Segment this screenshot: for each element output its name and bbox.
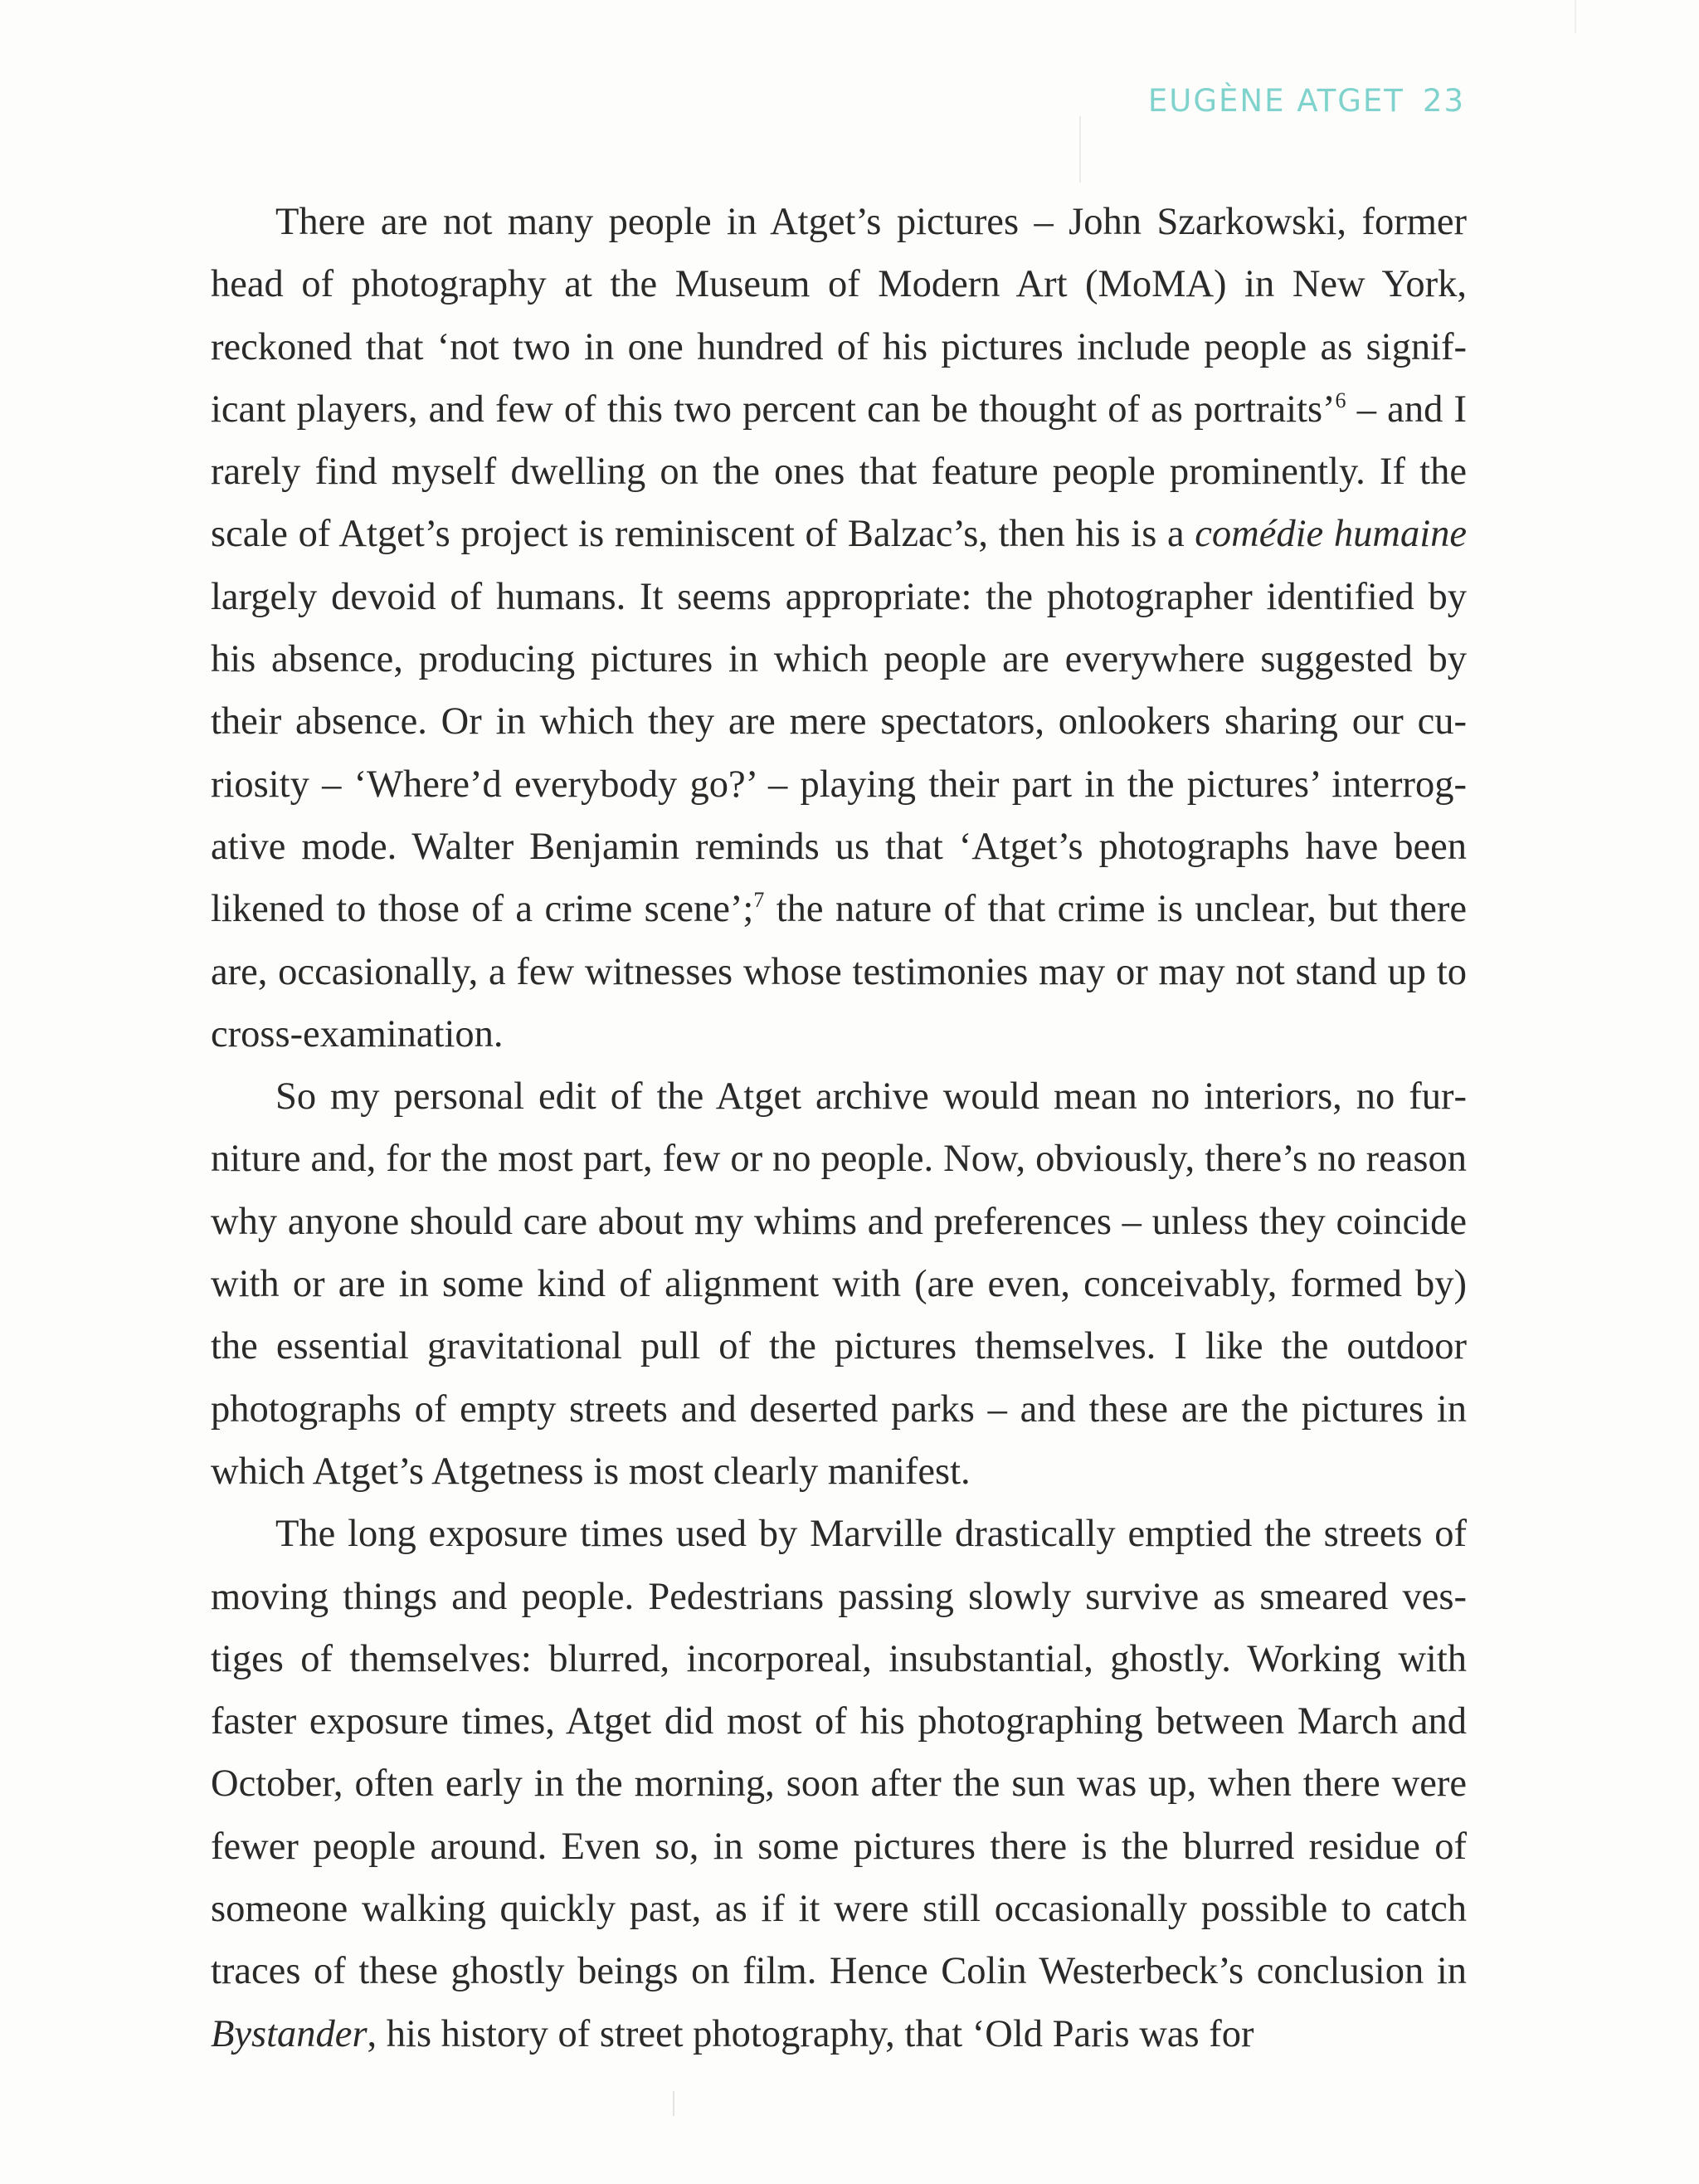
- paragraph: [211, 191, 1467, 1065]
- scan-mark: [1575, 0, 1576, 33]
- text-run: the nature of that crime is unclear, but there are, occasionally, a few witnesses whose testimonies may or may not stand up to cross-examination.: [211, 888, 1467, 1055]
- scan-mark: [1079, 116, 1081, 183]
- text-run: There are not many people in Atget’s pictures – John Szarkowski, former head of photography at the Museum of Modern Art (MoMA) in New York, reckoned that ‘not two in one hundred of his pictures include people as significant players, and few of this two percent can be thought of as portraits’: [211, 201, 1467, 431]
- text-run: The long exposure times used by Marville drastically emptied the streets of moving things and people. Pedestrians passing slowly survive as smeared vestiges of themselves: blurred, incorporeal, insubstantial, ghostly. Working with faster exposure times, Atget did most of his photographing between March and October, often early in the morning, soon after the sun was up, when there were fewer people around. Even so, in some pictures there is the blurred residue of someone walking quickly past, as if it were still occasionally possible to catch traces of these ghostly beings on film. Hence Colin Westerbeck’s conclusion in: [211, 1513, 1467, 1993]
- running-head-title: EUGÈNE ATGET: [1147, 83, 1404, 119]
- footnote-ref: 6: [1335, 388, 1346, 412]
- page-number: 23: [1422, 83, 1465, 119]
- body-text: [211, 191, 1467, 2065]
- footnote-ref: 7: [753, 888, 765, 913]
- text-run: , his history of street photography, that ‘Old Paris was for: [367, 2012, 1254, 2055]
- italic-title: Bystander: [211, 2012, 368, 2055]
- paragraph: [211, 1065, 1467, 1503]
- text-run: So my personal edit of the Atget archive would mean no interiors, no furniture and, for the most part, few or no people. Now, obviously, there’s no reason why anyone should care about my whims and preferences – unless they coincide with or are in some kind of alignment with (are even, conceivably, formed by) the essential gravitational pull of the pictures themselves. I like the outdoor photographs of empty streets and deserted parks – and these are the pictures in which Atget’s Atgetness is most clearly manifest.: [211, 1075, 1467, 1493]
- scan-mark: [673, 2091, 674, 2116]
- italic-title: comédie humaine: [1195, 513, 1468, 556]
- text-run: largely devoid of humans. It seems appropriate: the photographer identified by his absence, producing pictures in which people are everywhere suggested by their absence. Or in which they are mere spectators, onlookers sharing our curiosity – ‘Where’d everybody go?’ – playing their part in the pictures’ interrogative mode. Walter Benjamin reminds us that ‘Atget’s photographs have been likened to those of a crime scene’;: [211, 575, 1467, 931]
- running-head: [1148, 83, 1465, 119]
- text-run: – and I rarely find myself dwelling on the ones that feature people prominently. If the scale of Atget’s project is reminiscent of Balzac’s, then his is a: [211, 388, 1468, 556]
- paragraph: [211, 1503, 1467, 2065]
